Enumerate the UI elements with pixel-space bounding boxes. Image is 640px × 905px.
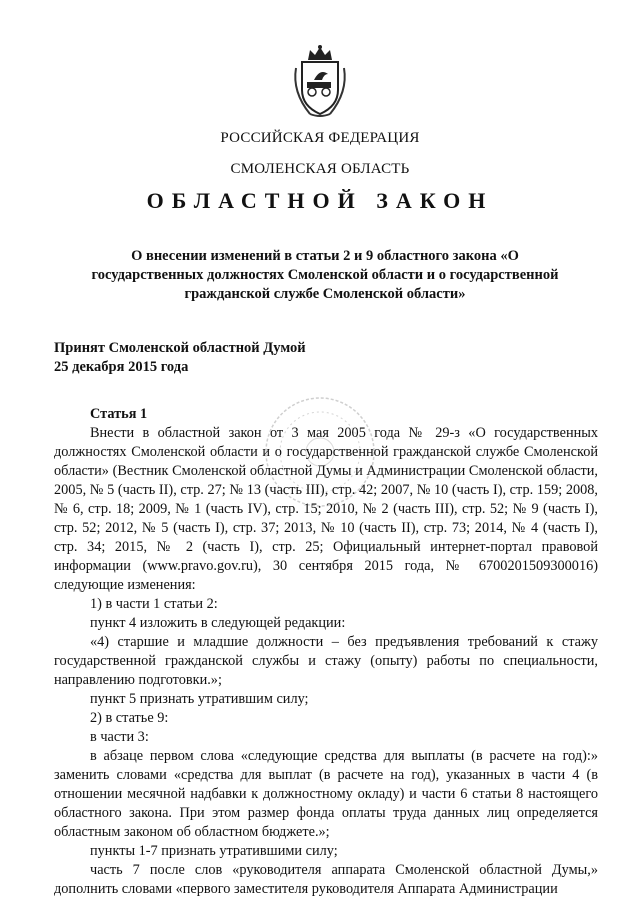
adoption-info (54, 339, 306, 377)
country-heading: РОССИЙСКАЯ ФЕДЕРАЦИЯ (220, 130, 420, 146)
article-paragraph: «4) старшие и младшие должности – без предъявления требований к стажу государственной гражданской службы и стажу (опыту) работы по специальности, направлению подготовки.»; (54, 634, 598, 688)
adoption-date: 25 декабря 2015 года (54, 359, 189, 375)
law-type-title: ОБЛАСТНОЙ ЗАКОН (146, 188, 494, 213)
region-heading: СМОЛЕНСКАЯ ОБЛАСТЬ (230, 161, 410, 177)
document-title: О внесении изменений в статьи 2 и 9 областного закона «О государственных должностях Смоленской области и о государственной гражданской службе Смоленской области» (91, 248, 559, 302)
article-paragraph: часть 7 после слов «руководителя аппарата Смоленской областной Думы,» дополнить словами «первого заместителя руководителя Аппарата Администрации (54, 862, 598, 897)
article-paragraph: в абзаце первом слова «следующие средства для выплаты (в расчете на год):» заменить словами «средства для выплат (в расчете на год), указанных в части 4 (в отношении месячной надбавки к должностному окладу) и части 6 статьи 8 настоящего областного закона. При этом размер фонда оплаты труда данных лиц определяется областным законом об областном бюджете.»; (54, 748, 598, 840)
article-paragraph: пункты 1-7 признать утратившими силу; (90, 843, 338, 859)
article-heading: Статья 1 (90, 406, 148, 422)
article-paragraph: 1) в части 1 статьи 2: (90, 596, 218, 612)
article-1 (54, 405, 598, 899)
adoption-body: Принят Смоленской областной Думой (54, 340, 306, 356)
article-paragraph: в части 3: (90, 729, 149, 745)
article-paragraph: 2) в статье 9: (90, 710, 169, 726)
article-paragraph: Внести в областной закон от 3 мая 2005 года № 29-з «О государственных должностях Смоленской области и о государственной гражданской службе Смоленской области» (Вестник Смоленской областной Думы и Администрации Смоленской области, 2005, № 5 (часть II), стр. 27; № 13 (часть III), стр. 42; 2007, № 10 (часть I), стр. 159; 2008, № 6, стр. 18; 2009, № 1 (часть IV), стр. 15; 2010, № 2 (часть III), стр. 52; № 9 (часть I), стр. 52; 2012, № 5 (часть I), стр. 37; 2013, № 10 (часть II), стр. 73; 2014, № 4 (часть I), стр. 34; 2015, № 2 (часть I), стр. 25; Официальный интернет-портал правовой информации (www.pravo.gov.ru), 30 сентября 2015 года, № 6700201509300016) следующие изменения: (54, 425, 598, 593)
article-paragraph: пункт 4 изложить в следующей редакции: (90, 615, 346, 631)
article-paragraph: пункт 5 признать утратившим силу; (90, 691, 309, 707)
coat-of-arms-emblem (290, 44, 350, 120)
